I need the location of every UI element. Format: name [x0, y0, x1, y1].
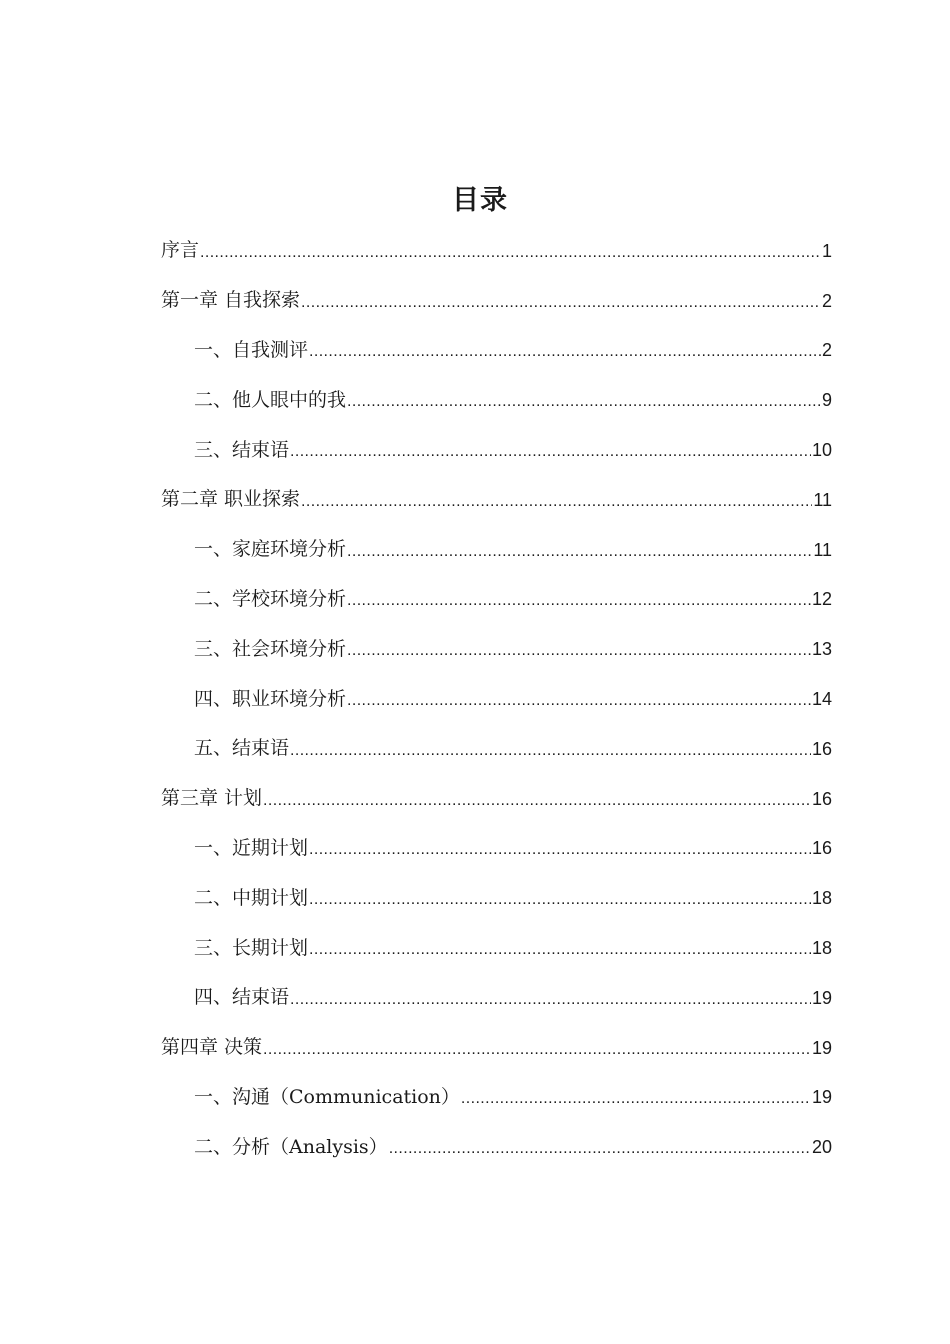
toc-dot-leader	[347, 388, 821, 412]
toc-entry[interactable]	[161, 326, 832, 376]
toc-entry[interactable]	[161, 525, 832, 575]
toc-page-number: 11	[813, 539, 832, 560]
toc-entry-label: 一、近期计划	[194, 836, 309, 859]
toc-page-number: 10	[811, 440, 832, 461]
toc-page-number: 16	[811, 788, 832, 809]
toc-entry-label: 第一章 自我探索	[161, 289, 301, 312]
toc-dot-leader	[290, 438, 811, 462]
toc-entry-label: 二、中期计划	[194, 886, 309, 909]
toc-entry-label: 序言	[161, 239, 200, 262]
toc-entry[interactable]	[161, 1122, 832, 1172]
toc-page-number: 20	[811, 1137, 832, 1158]
toc-entry[interactable]	[161, 425, 832, 475]
toc-dot-leader	[461, 1085, 811, 1109]
toc-entry[interactable]	[161, 674, 832, 724]
toc-entry-label: 四、职业环境分析	[194, 687, 347, 710]
toc-entry[interactable]	[161, 923, 832, 973]
toc-page-number: 12	[811, 589, 832, 610]
toc-entry[interactable]	[161, 1023, 832, 1073]
toc-page-number: 2	[821, 340, 832, 361]
toc-entry-label: 二、分析（Analysis）	[194, 1135, 388, 1158]
toc-dot-leader	[347, 587, 811, 611]
toc-page-number: 1	[821, 240, 832, 261]
toc-entry-label: 三、社会环境分析	[194, 637, 347, 660]
toc-entry-label: 五、结束语	[194, 737, 290, 760]
toc-dot-leader	[309, 936, 811, 960]
toc-entry[interactable]	[161, 375, 832, 425]
toc-entry-label: 二、他人眼中的我	[194, 388, 347, 411]
toc-entry[interactable]	[161, 724, 832, 774]
toc-entry[interactable]	[161, 774, 832, 824]
toc-dot-leader	[263, 787, 811, 811]
toc-dot-leader	[389, 1135, 811, 1159]
toc-entry-label: 二、学校环境分析	[194, 587, 347, 610]
toc-title: 目录	[452, 185, 508, 216]
toc-entry[interactable]	[161, 276, 832, 326]
toc-dot-leader	[200, 239, 821, 263]
toc-entry[interactable]	[161, 973, 832, 1023]
toc-dot-leader	[347, 687, 811, 711]
toc-page-number: 19	[811, 1087, 832, 1108]
toc-entry-label: 第三章 计划	[161, 787, 263, 810]
toc-entry[interactable]	[161, 226, 832, 276]
toc-dot-leader	[301, 289, 821, 313]
toc-page-number: 13	[811, 639, 832, 660]
toc-entry[interactable]	[161, 824, 832, 874]
toc-page-number: 19	[811, 1037, 832, 1058]
toc-entry-label: 一、自我测评	[194, 338, 309, 361]
toc-dot-leader	[309, 886, 811, 910]
toc-dot-leader	[290, 986, 811, 1010]
toc-entry-label: 三、长期计划	[194, 936, 309, 959]
toc-dot-leader	[290, 737, 811, 761]
toc-page-number: 9	[821, 390, 832, 411]
toc-dot-leader	[309, 836, 811, 860]
toc-entry-label: 第四章 决策	[161, 1036, 263, 1059]
toc-page-number: 14	[811, 689, 832, 710]
toc-page-number: 16	[811, 738, 832, 759]
toc-dot-leader	[301, 488, 812, 512]
toc-entry-label: 四、结束语	[194, 986, 290, 1009]
toc-entry[interactable]	[161, 873, 832, 923]
toc-page-number: 19	[811, 987, 832, 1008]
table-of-contents	[161, 226, 832, 1172]
toc-entry[interactable]	[161, 624, 832, 674]
toc-entry-label: 一、沟通（Communication）	[194, 1085, 460, 1108]
toc-page-number: 16	[811, 838, 832, 859]
toc-page-number: 2	[821, 290, 832, 311]
toc-dot-leader	[263, 1036, 811, 1060]
toc-dot-leader	[309, 338, 821, 362]
toc-page-number: 18	[811, 888, 832, 909]
toc-entry-label: 一、家庭环境分析	[194, 538, 347, 561]
toc-entry-label: 第二章 职业探索	[161, 488, 301, 511]
toc-entry[interactable]	[161, 475, 832, 525]
toc-entry[interactable]	[161, 575, 832, 625]
toc-page-number: 18	[811, 938, 832, 959]
toc-dot-leader	[347, 637, 811, 661]
toc-dot-leader	[347, 538, 812, 562]
toc-page-number: 11	[813, 489, 832, 510]
toc-entry-label: 三、结束语	[194, 438, 290, 461]
toc-entry[interactable]	[161, 1073, 832, 1123]
